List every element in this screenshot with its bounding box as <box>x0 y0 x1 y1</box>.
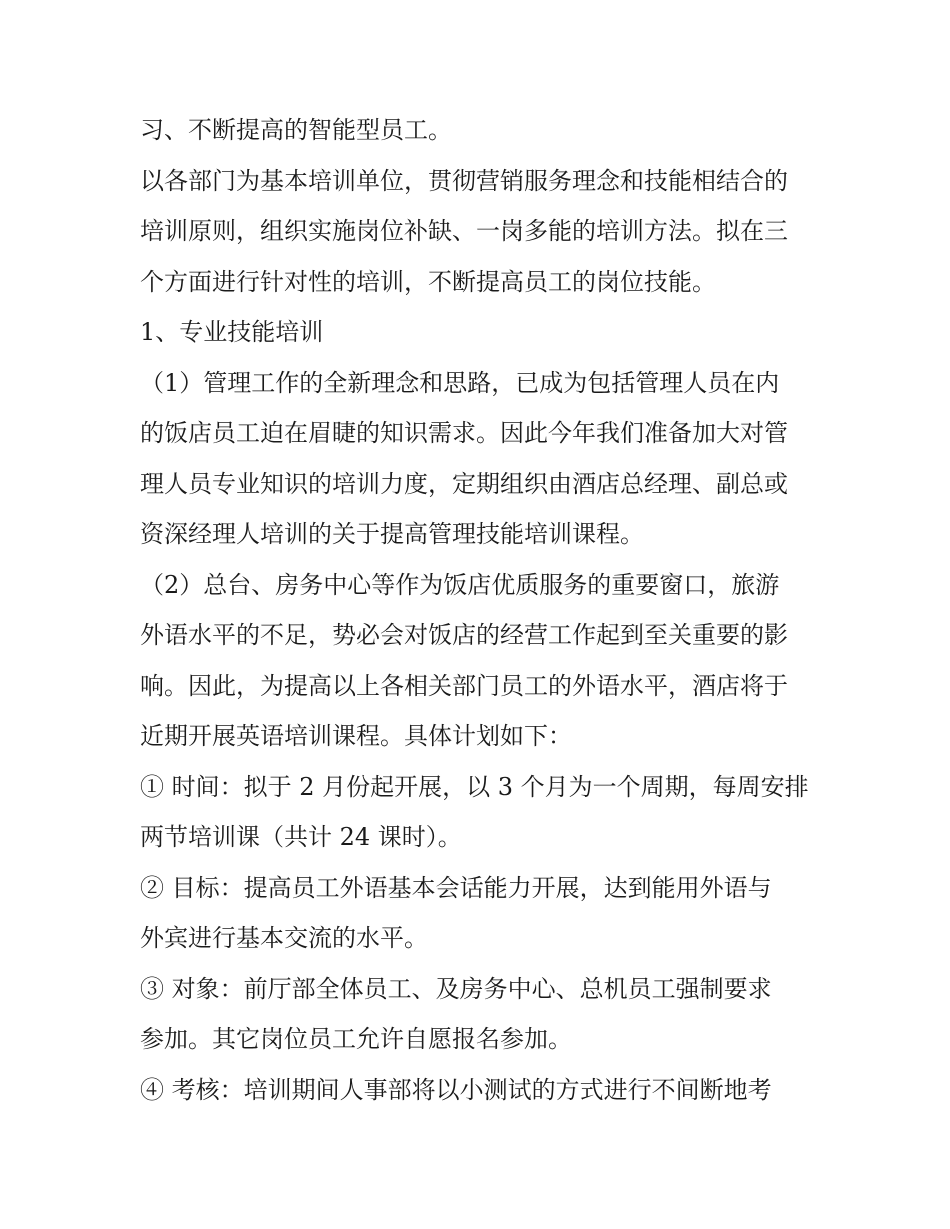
text-line: 外宾进行基本交流的水平。 <box>140 924 428 952</box>
text-line: 理人员专业知识的培训力度，定期组织由酒店总经理、副总或 <box>140 470 788 498</box>
text-line: 两节培训课（共计 24 课时）。 <box>140 823 462 851</box>
text-line: （2）总台、房务中心等作为饭店优质服务的重要窗口，旅游 <box>140 571 780 599</box>
list-item: ② 目标：提高员工外语基本会话能力开展，达到能用外语与 <box>140 874 772 902</box>
text-line: 习、不断提高的智能型员工。 <box>140 116 452 144</box>
list-item: ④ 考核：培训期间人事部将以小测试的方式进行不间断地考 <box>140 1076 772 1104</box>
text-line: 资深经理人培训的关于提高管理技能培训课程。 <box>140 520 644 548</box>
text-line: （1）管理工作的全新理念和思路，已成为包括管理人员在内 <box>140 369 780 397</box>
text-line: 的饭店员工迫在眉睫的知识需求。因此今年我们准备加大对管 <box>140 419 788 447</box>
text-line: 参加。其它岗位员工允许自愿报名参加。 <box>140 1025 572 1053</box>
section-heading: 1、专业技能培训 <box>140 318 324 346</box>
text-line: 外语水平的不足，势必会对饭店的经营工作起到至关重要的影 <box>140 621 788 649</box>
text-line: 近期开展英语培训课程。具体计划如下： <box>140 722 572 750</box>
list-item: ③ 对象：前厅部全体员工、及房务中心、总机员工强制要求 <box>140 975 772 1003</box>
text-line: 以各部门为基本培训单位，贯彻营销服务理念和技能相结合的 <box>140 167 788 195</box>
list-item: ① 时间：拟于 2 月份起开展，以 3 个月为一个周期，每周安排 <box>140 773 809 801</box>
text-line: 响。因此，为提高以上各相关部门员工的外语水平，酒店将于 <box>140 672 788 700</box>
text-line: 培训原则，组织实施岗位补缺、一岗多能的培训方法。拟在三 <box>140 217 788 245</box>
text-line: 个方面进行针对性的培训，不断提高员工的岗位技能。 <box>140 268 716 296</box>
